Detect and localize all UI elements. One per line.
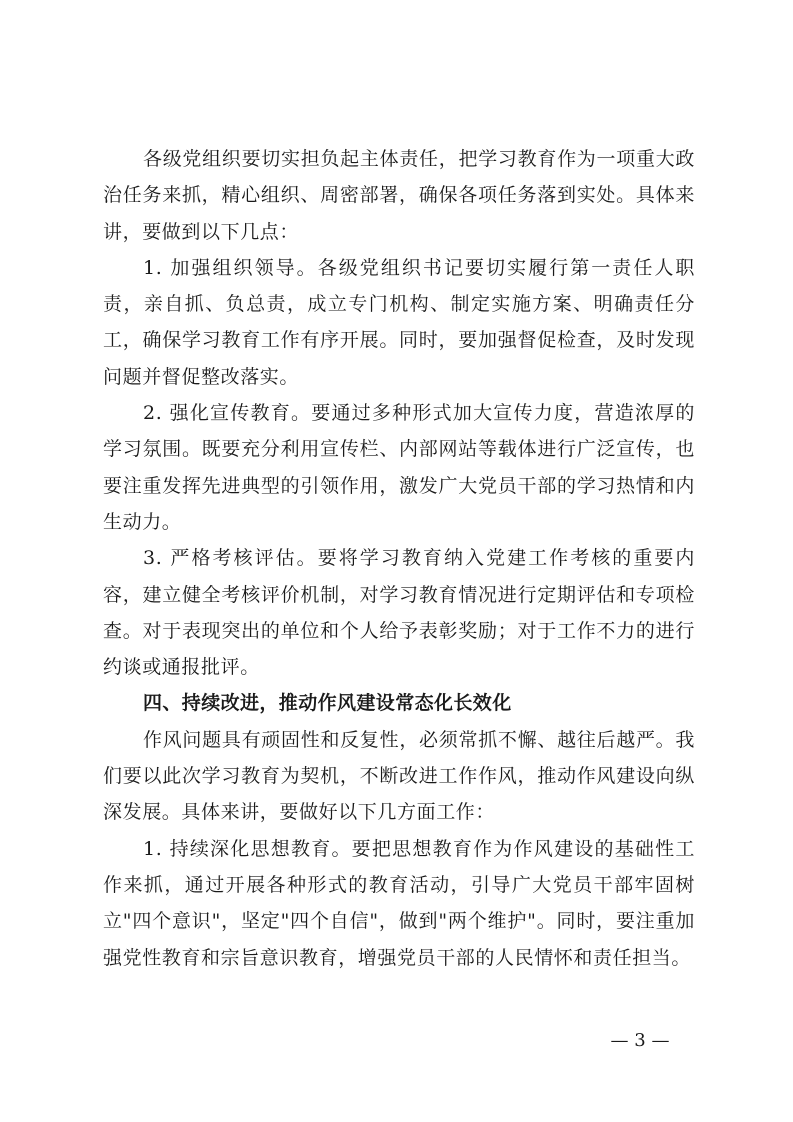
list-item-1: 1. 加强组织领导。各级党组织书记要切实履行第一责任人职责，亲自抓、负总责，成立专门机构、制定实施方案、明确责任分工，确保学习教育工作有序开展。同时，要加强督促检查，及时发现问题并督促整改落实。 [103, 256, 695, 388]
list-item-3: 3. 严格考核评估。要将学习教育纳入党建工作考核的重要内容，建立健全考核评价机制，对学习教育情况进行定期评估和专项检查。对于表现突出的单位和个人给予表彰奖励；对于工作不力的进行约谈或通报批评。 [103, 547, 695, 679]
list-item-2: 2. 强化宣传教育。要通过多种形式加大宣传力度，营造浓厚的学习氛围。既要充分利用宣传栏、内部网站等载体进行广泛宣传，也要注重发挥先进典型的引领作用，激发广大党员干部的学习热情和内生动力。 [103, 402, 695, 533]
intro-paragraph: 各级党组织要切实担负起主体责任，把学习教育作为一项重大政治任务来抓，精心组织、周密部署，确保各项任务落到实处。具体来讲，要做到以下几点： [103, 148, 695, 243]
section-heading: 四、持续改进，推动作风建设常态化长效化 [143, 692, 512, 715]
page-number: — 3 — [610, 1030, 670, 1051]
section-list-item-1: 1. 持续深化思想教育。要把思想教育作为作风建设的基础性工作来抓，通过开展各种形式的教育活动，引导广大党员干部牢固树立"四个意识"，坚定"四个自信"，做到"两个维护"。同时，要注重加强党性教育和宗旨意识教育，增强党员干部的人民情怀和责任担当。 [103, 837, 695, 969]
section-intro-paragraph: 作风问题具有顽固性和反复性，必须常抓不懈、越往后越严。我们要以此次学习教育为契机，不断改进工作作风，推动作风建设向纵深发展。具体来讲，要做好以下几方面工作： [103, 728, 695, 824]
document-body [103, 141, 695, 976]
